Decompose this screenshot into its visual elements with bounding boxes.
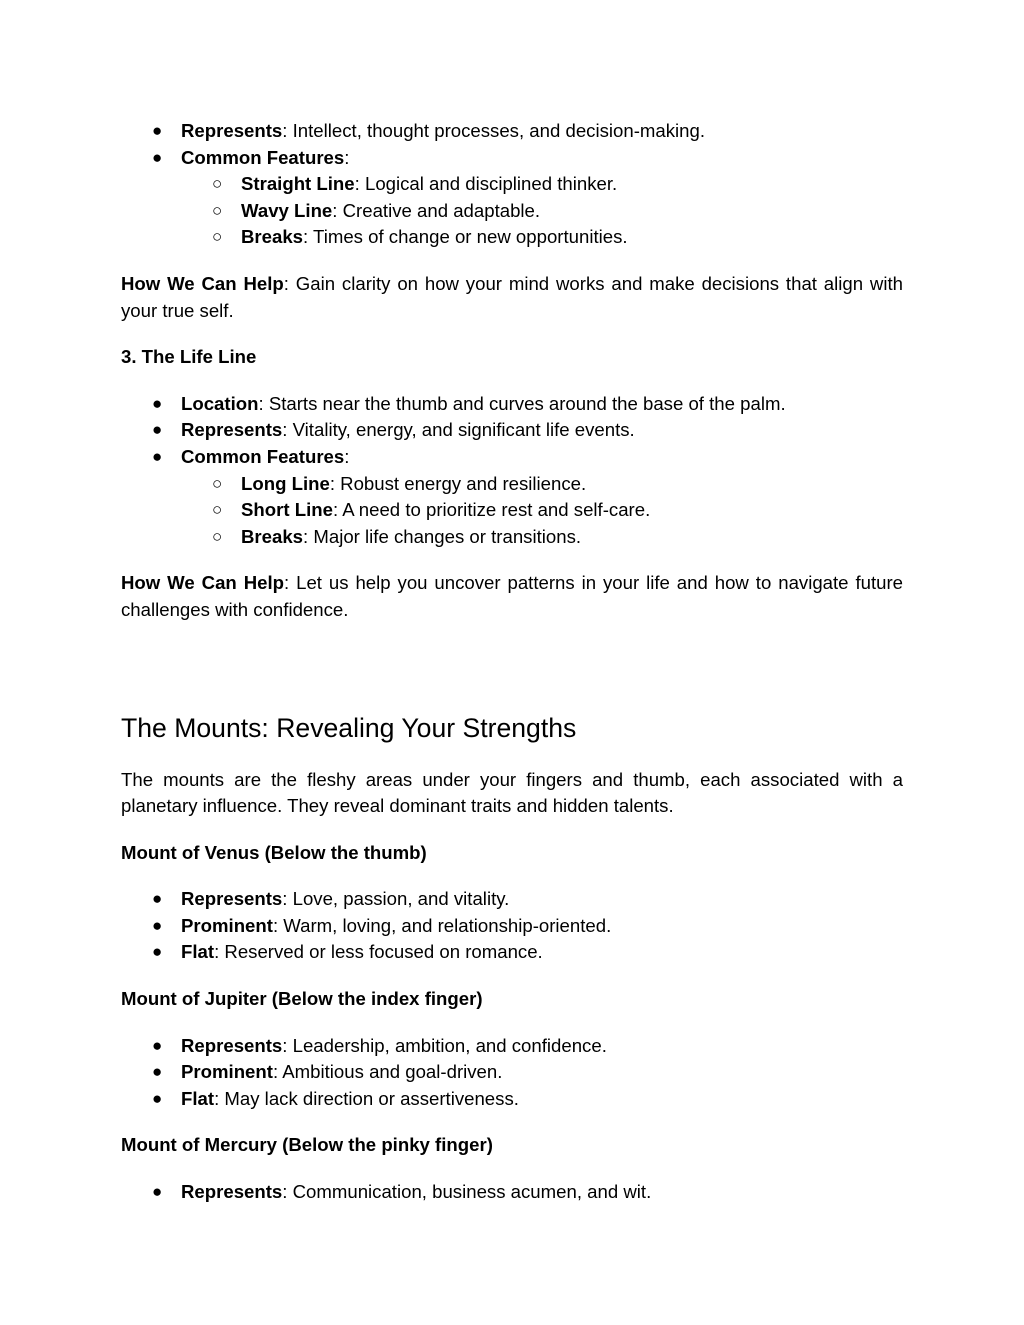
list-text: : Communication, business acumen, and wit. xyxy=(282,1181,652,1203)
list-term: Wavy Line xyxy=(241,199,333,221)
list-text: : Times of change or new opportunities. xyxy=(303,226,628,248)
list-term: Prominent xyxy=(181,1061,273,1083)
list-term: Represents xyxy=(181,419,283,441)
jupiter-heading: Mount of Jupiter (Below the index finger) xyxy=(121,988,483,1010)
bullet-filled-icon: ● xyxy=(152,121,163,140)
list-text: : Vitality, energy, and significant life events. xyxy=(282,419,635,441)
head-line-help-paragraph xyxy=(121,271,903,324)
bullet-filled-icon: ● xyxy=(152,1182,163,1202)
list-item xyxy=(121,471,903,498)
list-term: Common Features xyxy=(181,146,345,168)
list-term: Breaks xyxy=(241,226,304,248)
list-item xyxy=(121,497,903,524)
list-term: Represents xyxy=(181,1181,283,1203)
list-text: : Leadership, ambition, and confidence. xyxy=(282,1034,607,1056)
document-page xyxy=(121,118,903,1206)
list-text: : Intellect, thought processes, and decision-making. xyxy=(282,120,706,141)
bullet-hollow-icon: ○ xyxy=(212,200,223,220)
head-line-list xyxy=(121,118,903,251)
list-term: Location xyxy=(181,392,259,414)
list-item xyxy=(121,417,903,444)
bullet-hollow-icon: ○ xyxy=(212,473,223,493)
help-text: : Gain clarity on how your mind works and make decisions that align with your true self. xyxy=(121,272,903,321)
list-term: Represents xyxy=(181,1034,283,1056)
life-line-features-list xyxy=(181,471,903,551)
list-item xyxy=(121,145,903,251)
list-text: : xyxy=(344,445,350,467)
life-line-heading: 3. The Life Line xyxy=(121,346,257,368)
bullet-filled-icon: ● xyxy=(152,147,163,167)
list-text: : A need to prioritize rest and self-care. xyxy=(332,499,651,521)
jupiter-list xyxy=(121,1033,903,1113)
mercury-heading: Mount of Mercury (Below the pinky finger) xyxy=(121,1134,493,1156)
list-item xyxy=(121,1033,903,1060)
list-item xyxy=(121,1059,903,1086)
list-item xyxy=(121,171,903,198)
list-text: : Ambitious and goal-driven. xyxy=(272,1061,503,1083)
list-item xyxy=(121,524,903,551)
mercury-list xyxy=(121,1179,903,1206)
life-line-help-paragraph xyxy=(121,570,903,623)
list-item xyxy=(121,1179,903,1206)
venus-list xyxy=(121,886,903,966)
bullet-filled-icon: ● xyxy=(152,446,163,466)
mounts-title: The Mounts: Revealing Your Strengths xyxy=(121,712,577,743)
list-term: Short Line xyxy=(241,499,333,521)
list-item xyxy=(121,1086,903,1113)
mounts-intro-paragraph: The mounts are the fleshy areas under your fingers and thumb, each associated with a planetary influence. They reveal dominant traits and hidden talents. xyxy=(121,768,903,817)
list-term: Straight Line xyxy=(241,173,355,195)
help-label: How We Can Help xyxy=(121,572,285,594)
list-text: : Major life changes or transitions. xyxy=(303,525,582,547)
list-text: : Love, passion, and vitality. xyxy=(282,888,510,910)
list-text: : Robust energy and resilience. xyxy=(329,472,587,494)
help-text: : Let us help you uncover patterns in your life and how to navigate future challenges with confidence. xyxy=(121,572,903,620)
bullet-filled-icon: ● xyxy=(152,420,163,440)
list-text: : Starts near the thumb and curves around the base of the palm. xyxy=(258,392,786,414)
list-item xyxy=(121,118,903,145)
list-term: Represents xyxy=(181,120,283,141)
list-item xyxy=(121,886,903,913)
bullet-filled-icon: ● xyxy=(152,889,163,909)
list-text: : Warm, loving, and relationship-oriented. xyxy=(272,914,612,936)
bullet-filled-icon: ● xyxy=(152,1035,163,1055)
help-label: How We Can Help xyxy=(121,272,284,294)
bullet-filled-icon: ● xyxy=(152,915,163,935)
list-term: Prominent xyxy=(181,914,273,936)
list-item xyxy=(121,939,903,966)
list-text: : Logical and disciplined thinker. xyxy=(354,173,618,195)
head-line-features-list xyxy=(181,171,903,251)
list-text: : xyxy=(344,146,350,168)
bullet-filled-icon: ● xyxy=(152,1088,163,1108)
bullet-hollow-icon: ○ xyxy=(212,526,223,546)
life-line-list xyxy=(121,391,903,551)
bullet-filled-icon: ● xyxy=(152,1062,163,1082)
list-item xyxy=(121,198,903,225)
bullet-filled-icon: ● xyxy=(152,942,163,962)
bullet-hollow-icon: ○ xyxy=(212,227,223,247)
list-item xyxy=(121,913,903,940)
list-item xyxy=(121,224,903,251)
list-text: : May lack direction or assertiveness. xyxy=(214,1087,519,1109)
list-term: Flat xyxy=(181,941,215,963)
list-item xyxy=(121,444,903,550)
bullet-hollow-icon: ○ xyxy=(212,500,223,520)
list-term: Breaks xyxy=(241,525,304,547)
list-term: Represents xyxy=(181,888,283,910)
list-text: : Creative and adaptable. xyxy=(332,199,541,221)
bullet-hollow-icon: ○ xyxy=(212,174,223,194)
list-text: : Reserved or less focused on romance. xyxy=(214,941,543,963)
list-term: Flat xyxy=(181,1087,215,1109)
bullet-filled-icon: ● xyxy=(152,393,163,413)
list-item xyxy=(121,391,903,418)
list-term: Long Line xyxy=(241,472,330,494)
list-term: Common Features xyxy=(181,445,345,467)
venus-heading: Mount of Venus (Below the thumb) xyxy=(121,841,427,863)
